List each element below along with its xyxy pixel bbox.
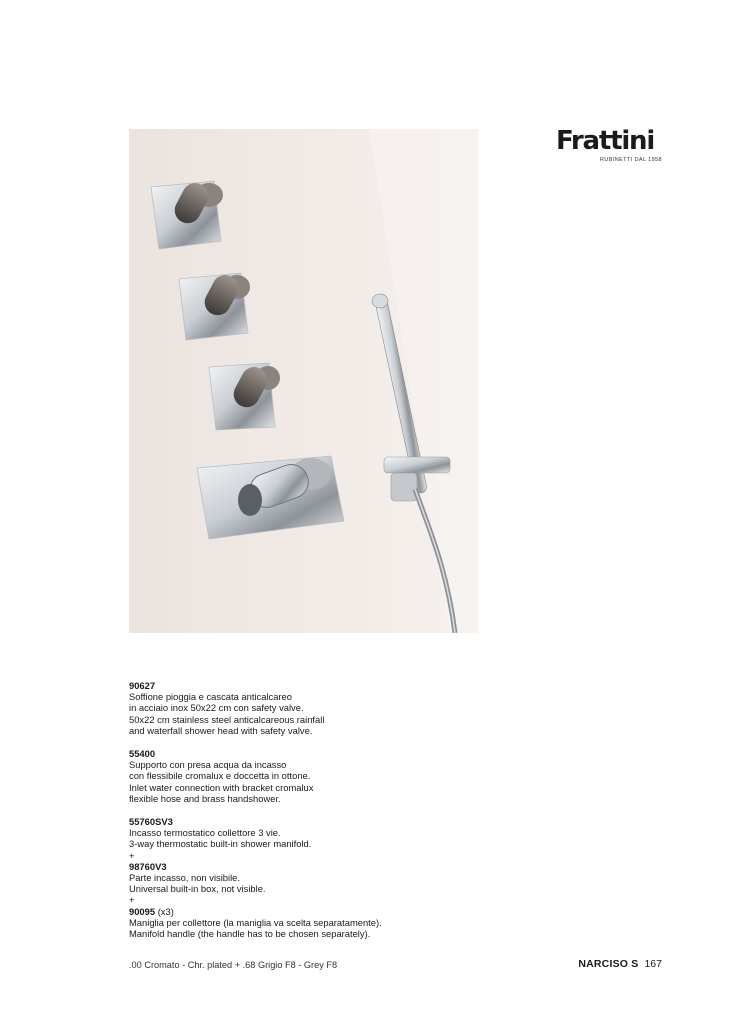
finishes-note: .00 Cromato - Chr. plated + .68 Grigio F8 - Grey F8 [129,960,338,970]
product-desc-line: Soffione pioggia e cascata anticalcareo [129,691,292,703]
product-desc-line: Parte incasso, non visibile. [129,872,240,884]
product-98760v3 [129,861,429,895]
product-code: 90627 [129,680,156,691]
brand-tagline: RUBINETTI DAL 1958 [599,157,662,163]
product-code: 98760V3 [129,860,167,872]
product-code: 55760SV3 [129,816,173,828]
product-list [129,680,429,951]
product-desc-line: Inlet water connection with bracket cromalux [129,781,314,793]
product-photo [129,129,478,633]
product-desc-line: Supporto con presa acqua da incasso [129,759,287,771]
product-desc-line: Manifold handle (the handle has to be chosen separately). [129,928,371,940]
product-desc-line: con flessibile cromalux e doccetta in ottone. [129,770,311,782]
product-quantity: (x3) [157,905,174,917]
brand-logo [556,126,664,166]
page-number: 167 [644,958,662,970]
page-footer [578,958,662,970]
product-desc-line: flexible hose and brass handshower. [129,792,281,804]
product-90627 [129,680,429,736]
plus-sign: + [129,849,135,861]
handle-3 [209,362,280,430]
product-code: 90095 [129,905,156,917]
product-desc-line: and waterfall shower head with safety valve. [129,724,313,736]
shower-fittings-image [129,129,478,633]
handle-2 [179,270,250,340]
product-desc-line: Incasso termostatico collettore 3 vie. [129,827,281,839]
product-code: 55400 [129,748,156,760]
product-55760sv3 [129,816,429,850]
plus-sign: + [129,894,135,906]
product-55400 [129,748,429,804]
collection-name: NARCISO S [578,958,639,970]
product-90095 [129,906,429,940]
product-desc-line: 3-way thermostatic built-in shower manifold. [129,838,312,850]
product-desc-line: Maniglia per collettore (la maniglia va scelta separatamente). [129,916,382,928]
product-desc-line: Universal built-in box, not visible. [129,883,266,895]
handle-1 [151,178,223,249]
brand-name: Frattini [556,126,655,156]
product-desc-line: in acciaio inox 50x22 cm con safety valve. [129,702,304,714]
product-desc-line: 50x22 cm stainless steel anticalcareous rainfall [129,713,325,725]
